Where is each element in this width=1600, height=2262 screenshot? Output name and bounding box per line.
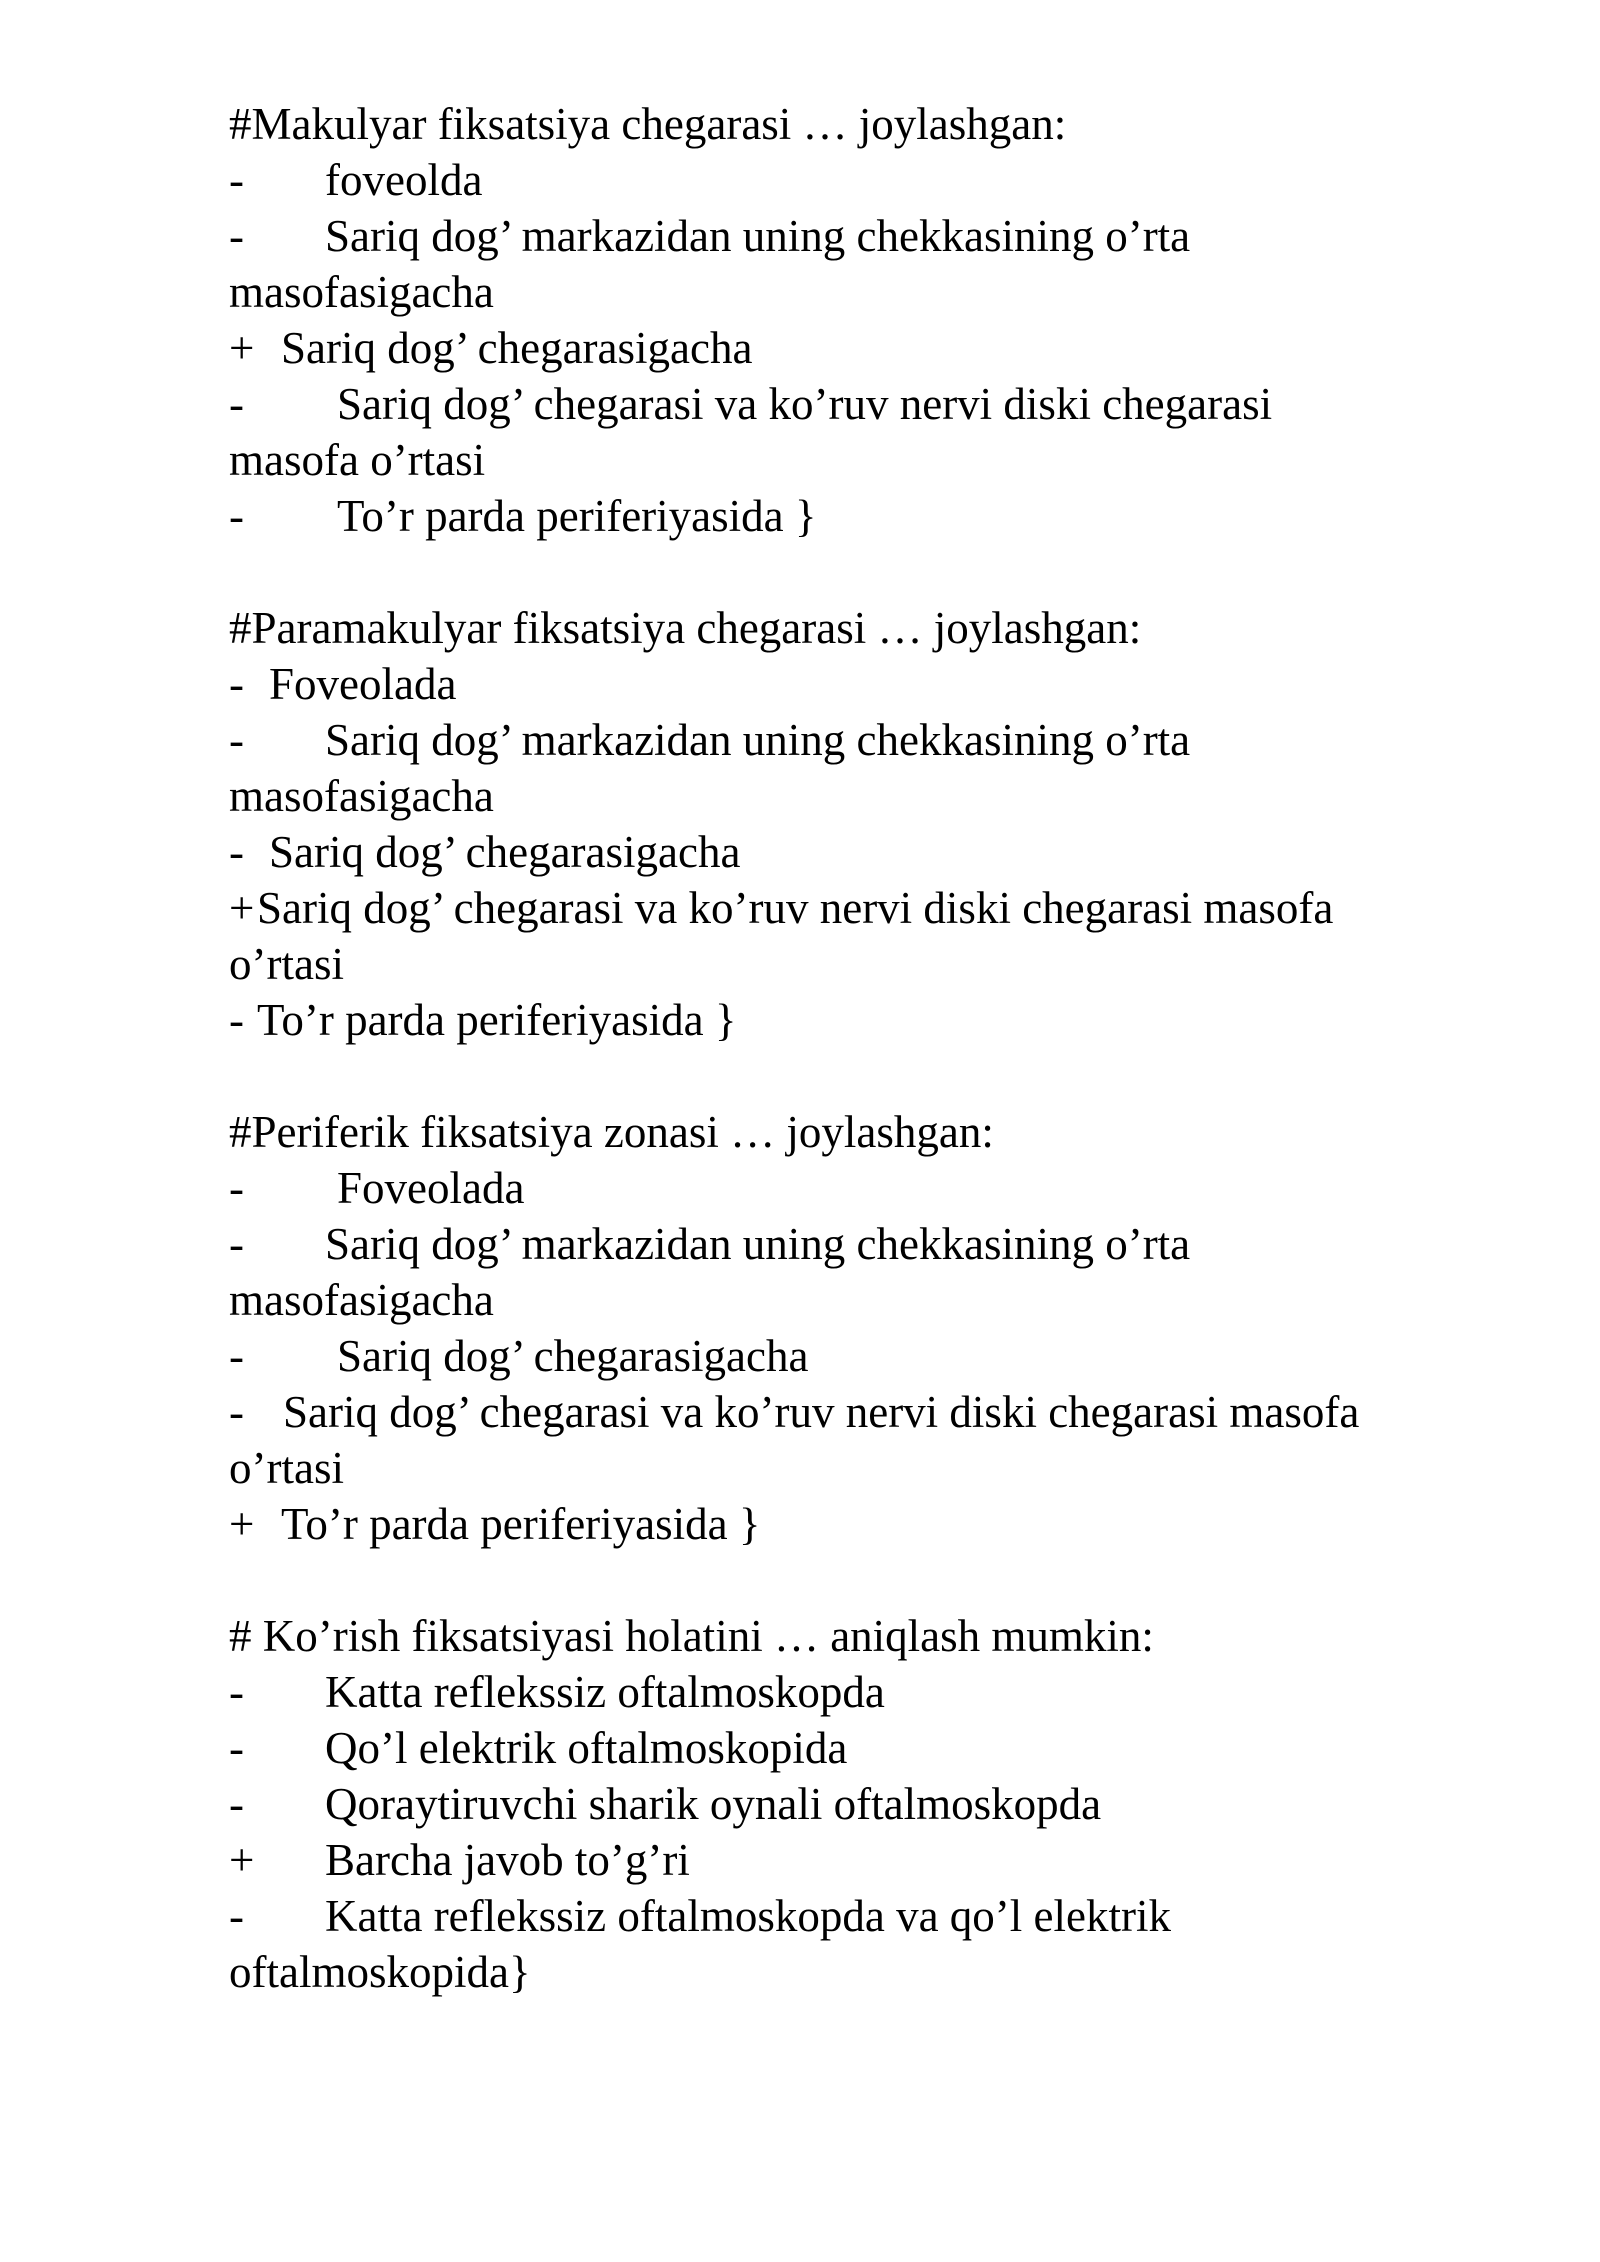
answer-text-continuation: masofasigacha	[229, 771, 494, 821]
answer-option	[229, 1328, 1449, 1384]
wrong-answer-marker: -	[229, 491, 244, 541]
answer-text: Sariq dog’ chegarasigacha	[281, 323, 753, 373]
wrong-answer-marker: -	[229, 1219, 244, 1269]
wrong-answer-marker: -	[229, 1387, 244, 1437]
answer-option	[229, 1664, 1449, 1720]
question-prompt: #Periferik fiksatsiya zonasi … joylashgan:	[229, 1107, 994, 1157]
question-block	[229, 1608, 1449, 2000]
question-prompt: #Makulyar fiksatsiya chegarasi … joylashgan:	[229, 99, 1067, 149]
answer-option	[229, 1160, 1449, 1216]
correct-answer-marker: +	[229, 323, 255, 373]
answer-text-continuation: masofasigacha	[229, 267, 494, 317]
answer-text-continuation: masofasigacha	[229, 1275, 494, 1325]
wrong-answer-marker: -	[229, 827, 244, 877]
question-prompt: #Paramakulyar fiksatsiya chegarasi … joylashgan:	[229, 603, 1142, 653]
question-block	[229, 96, 1449, 544]
correct-answer-marker: +	[229, 883, 255, 933]
answer-text-continuation: oftalmoskopida}	[229, 1947, 531, 1997]
answer-text: Sariq dog’ chegarasi va ko’ruv nervi diski chegarasi masofa	[283, 1387, 1360, 1437]
question-block	[229, 1104, 1449, 1552]
wrong-answer-marker: -	[229, 995, 244, 1045]
answer-option	[229, 208, 1449, 264]
answer-option	[229, 152, 1449, 208]
wrong-answer-marker: -	[229, 379, 244, 429]
answer-text-continuation: masofa o’rtasi	[229, 435, 486, 485]
answer-option	[229, 376, 1449, 432]
answer-text: Qo’l elektrik oftalmoskopida	[325, 1723, 848, 1773]
answer-text: Sariq dog’ chegarasi va ko’ruv nervi diski chegarasi masofa	[257, 883, 1334, 933]
answer-option	[229, 1888, 1449, 1944]
answer-option	[229, 1832, 1449, 1888]
answer-text: Sariq dog’ chegarasi va ko’ruv nervi diski chegarasi	[337, 379, 1273, 429]
answer-text: foveolda	[325, 155, 483, 205]
answer-option	[229, 320, 1449, 376]
question-block	[229, 600, 1449, 1048]
wrong-answer-marker: -	[229, 1163, 244, 1213]
answer-option	[229, 488, 1449, 544]
correct-answer-marker: +	[229, 1499, 255, 1549]
question-prompt: # Ko’rish fiksatsiyasi holatini … aniqlash mumkin:	[229, 1611, 1154, 1661]
wrong-answer-marker: -	[229, 659, 244, 709]
answer-text: Qoraytiruvchi sharik oynali oftalmoskopda	[325, 1779, 1102, 1829]
answer-option	[229, 1384, 1449, 1440]
answer-option	[229, 880, 1449, 936]
answer-option	[229, 656, 1449, 712]
wrong-answer-marker: -	[229, 1779, 244, 1829]
wrong-answer-marker: -	[229, 1667, 244, 1717]
answer-text: To’r parda periferiyasida }	[281, 1499, 761, 1549]
answer-option	[229, 1496, 1449, 1552]
answer-option	[229, 1776, 1449, 1832]
answer-option	[229, 1720, 1449, 1776]
answer-option	[229, 712, 1449, 768]
answer-text-continuation: o’rtasi	[229, 939, 344, 989]
answer-text: Katta reflekssiz oftalmoskopda va qo’l elektrik	[325, 1891, 1171, 1941]
answer-text: Sariq dog’ chegarasigacha	[337, 1331, 809, 1381]
answer-text: Sariq dog’ markazidan uning chekkasining o’rta	[325, 211, 1191, 261]
answer-text: Katta reflekssiz oftalmoskopda	[325, 1667, 885, 1717]
answer-option	[229, 1216, 1449, 1272]
answer-text: Foveolada	[269, 659, 457, 709]
document-page	[229, 96, 1449, 2056]
answer-option	[229, 824, 1449, 880]
correct-answer-marker: +	[229, 1835, 255, 1885]
wrong-answer-marker: -	[229, 211, 244, 261]
answer-text: Foveolada	[337, 1163, 525, 1213]
answer-text: Sariq dog’ chegarasigacha	[269, 827, 741, 877]
answer-text: To’r parda periferiyasida }	[257, 995, 737, 1045]
wrong-answer-marker: -	[229, 1331, 244, 1381]
answer-text: Sariq dog’ markazidan uning chekkasining o’rta	[325, 715, 1191, 765]
answer-text: Sariq dog’ markazidan uning chekkasining o’rta	[325, 1219, 1191, 1269]
answer-text-continuation: o’rtasi	[229, 1443, 344, 1493]
wrong-answer-marker: -	[229, 155, 244, 205]
answer-text: Barcha javob to’g’ri	[325, 1835, 690, 1885]
answer-text: To’r parda periferiyasida }	[337, 491, 817, 541]
wrong-answer-marker: -	[229, 1723, 244, 1773]
wrong-answer-marker: -	[229, 715, 244, 765]
wrong-answer-marker: -	[229, 1891, 244, 1941]
answer-option	[229, 992, 1449, 1048]
